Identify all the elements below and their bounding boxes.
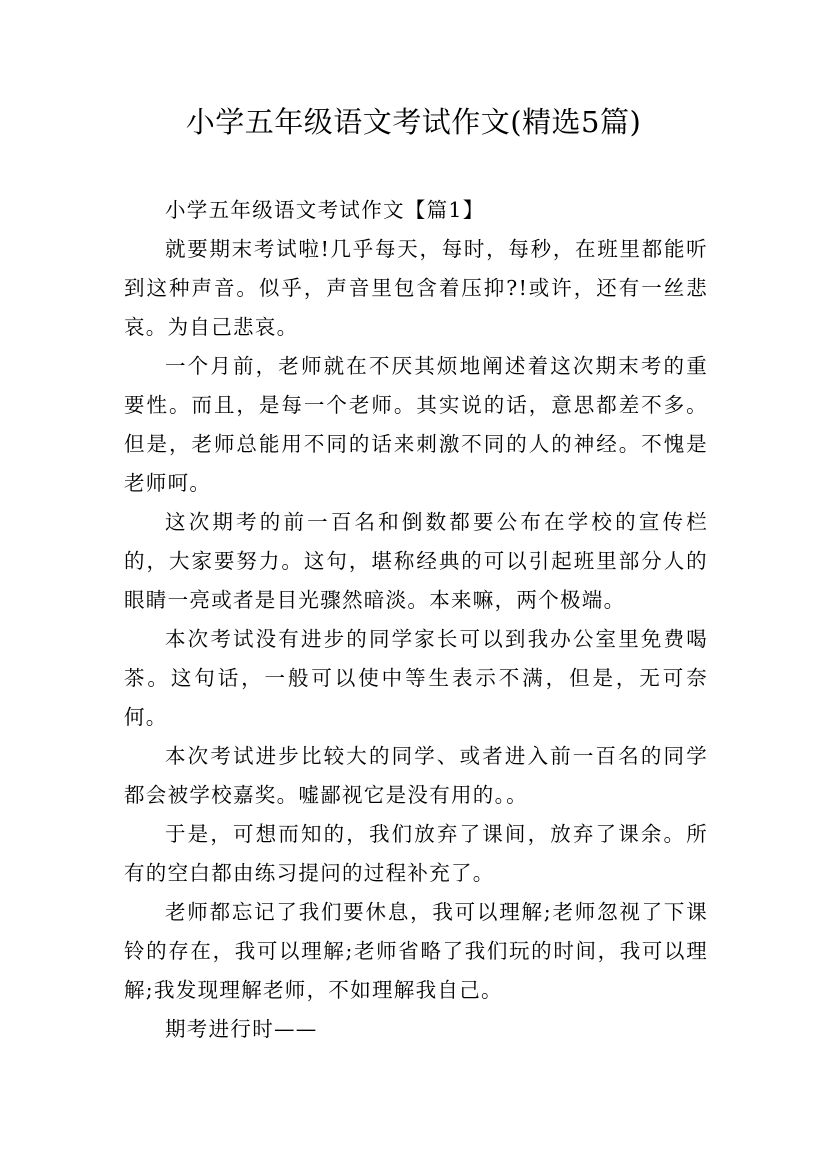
paragraph-6: 于是，可想而知的，我们放弃了课间，放弃了课余。所有的空白都由练习提问的过程补充了。 — [124, 822, 708, 885]
paragraph-8: 期考进行时—— — [165, 1017, 318, 1041]
paragraph-4: 本次考试没有进步的同学家长可以到我办公室里免费喝茶。这句话，一般可以使中等生表示不满，但是，无可奈何。 — [124, 627, 708, 729]
paragraph-5: 本次考试进步比较大的同学、或者进入前一百名的同学都会被学校嘉奖。嘘鄙视它是没有用的。。 — [124, 744, 708, 807]
document-body — [124, 191, 708, 1049]
paragraph-3: 这次期考的前一百名和倒数都要公布在学校的宣传栏的，大家要努力。这句，堪称经典的可以引起班里部分人的眼睛一亮或者是目光骤然暗淡。本来嘛，两个极端。 — [124, 510, 708, 612]
section-heading: 小学五年级语文考试作文【篇1】 — [165, 198, 485, 222]
paragraph-7: 老师都忘记了我们要休息，我可以理解;老师忽视了下课铃的存在，我可以理解;老师省略了我们玩的时间，我可以理解;我发现理解老师，不如理解我自己。 — [124, 900, 708, 1002]
paragraph-1: 就要期末考试啦!几乎每天，每时，每秒，在班里都能听到这种声音。似乎，声音里包含着压抑?!或许，还有一丝悲哀。为自己悲哀。 — [124, 237, 708, 339]
paragraph-2: 一个月前，老师就在不厌其烦地阐述着这次期末考的重要性。而且，是每一个老师。其实说的话，意思都差不多。但是，老师总能用不同的话来刺激不同的人的神经。不愧是老师呵。 — [124, 354, 708, 495]
document-title: 小学五年级语文考试作文(精选5篇) — [185, 105, 642, 139]
